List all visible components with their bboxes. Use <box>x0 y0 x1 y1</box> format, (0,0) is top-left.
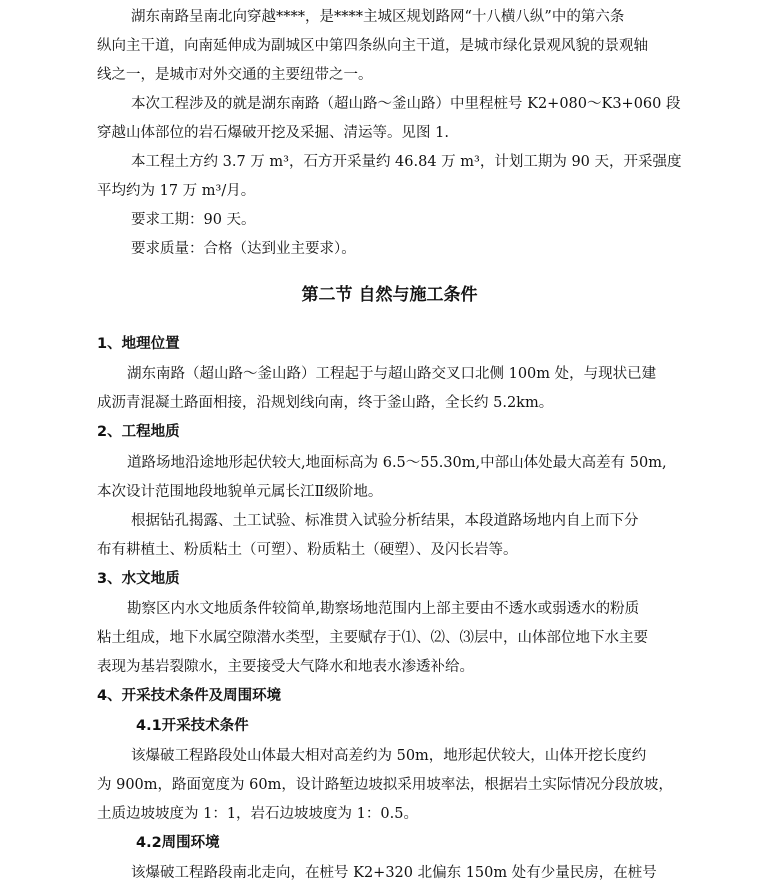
s4-line2: 为 900m，路面宽度为 60m，设计路堑边坡拟采用坡率法，根据岩土实际情况分段放坡， <box>97 777 673 793</box>
s3-line2: 粘土组成，地下水属空隙潜水类型，主要赋存于⑴、⑵、⑶层中，山体部位地下水主要 <box>97 630 648 646</box>
intro-p2-line2: 穿越山体部位的岩石爆破开挖及采掘、清运等。见图 1. <box>97 125 449 141</box>
intro-p1-line1: 湖东南路呈南北向穿越****，是****主城区规划路网“十八横八纵”中的第六条 <box>131 9 625 25</box>
s4-line1: 该爆破工程路段处山体最大相对高差约为 50m，地形起伏较大，山体开挖长度约 <box>131 748 647 764</box>
s2-line3: 根据钻孔揭露、土工试验、标准贯入试验分析结果，本段道路场地内自上而下分 <box>131 513 639 529</box>
s4-line4: 该爆破工程路段南北走向，在桩号 K2+320 北偏东 150m 处有少量民房，在桩号 <box>131 865 657 881</box>
s1-title: 1、地理位置 <box>97 336 180 352</box>
s4-subtitle-1: 4.1开采技术条件 <box>136 718 249 734</box>
intro-p3-line2: 平均约为 17 万 m³/月。 <box>97 183 256 199</box>
intro-p2-line1: 本次工程涉及的就是湖东南路（超山路～釜山路）中里程桩号 K2+080～K3+060 段 <box>131 96 681 112</box>
s4-title: 4、开采技术条件及周围环境 <box>97 688 282 704</box>
section-title: 第二节 自然与施工条件 <box>301 285 478 305</box>
s1-line1: 湖东南路（超山路～釜山路）工程起于与超山路交叉口北侧 100m 处，与现状已建 <box>127 366 657 382</box>
intro-p3-line1: 本工程土方约 3.7 万 m³，石方开采量约 46.84 万 m³，计划工期为 90 天，开采强度 <box>131 154 682 170</box>
intro-p1-line3: 线之一，是城市对外交通的主要纽带之一。 <box>97 67 373 83</box>
s4-line3: 土质边坡坡度为 1：1，岩石边坡坡度为 1：0.5。 <box>97 806 418 822</box>
s2-title: 2、工程地质 <box>97 424 180 440</box>
s3-line1: 勘察区内水文地质条件较简单,勘察场地范围内上部主要由不透水或弱透水的粉质 <box>127 601 640 617</box>
s3-title: 3、水文地质 <box>97 571 180 587</box>
intro-p4: 要求工期：90 天。 <box>131 212 256 228</box>
intro-p5: 要求质量：合格（达到业主要求）。 <box>131 241 356 257</box>
s2-line4: 布有耕植土、粉质粘土（可塑）、粉质粘土（硬塑）、及闪长岩等。 <box>97 542 518 558</box>
intro-p1-line2: 纵向主干道，向南延伸成为副城区中第四条纵向主干道，是城市绿化景观风貌的景观轴 <box>97 38 648 54</box>
s1-line2: 成沥青混凝土路面相接，沿规划线向南，终于釜山路，全长约 5.2km。 <box>97 395 554 411</box>
s2-line2: 本次设计范围地段地貌单元属长江Ⅱ级阶地。 <box>97 484 383 500</box>
s3-line3: 表现为基岩裂隙水，主要接受大气降水和地表水渗透补给。 <box>97 659 474 675</box>
s2-line1: 道路场地沿途地形起伏较大,地面标高为 6.5～55.30m,中部山体处最大高差有 50m, <box>127 455 667 471</box>
s4-subtitle-2: 4.2周围环境 <box>136 835 220 851</box>
